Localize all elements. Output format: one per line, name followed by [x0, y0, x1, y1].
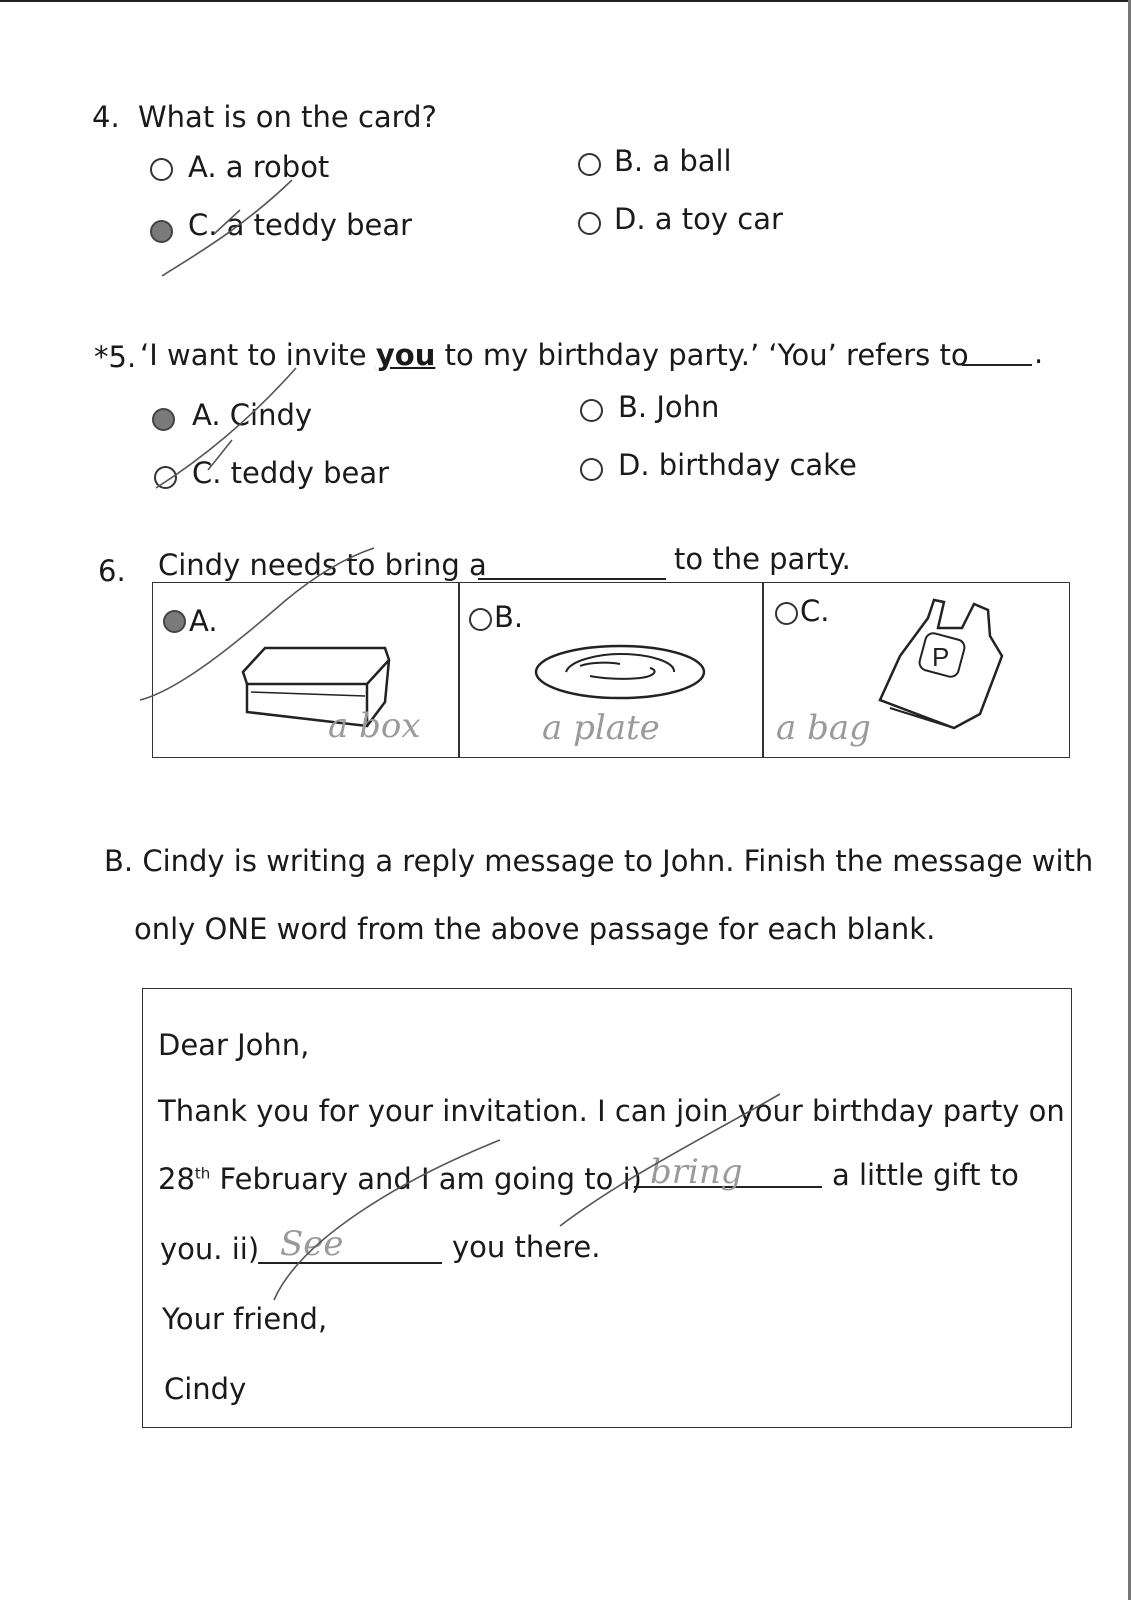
letter-line2-end: a little gift to [832, 1158, 1019, 1192]
letter-greeting: Dear John, [158, 1028, 310, 1062]
bag-letter: P [932, 642, 950, 672]
letter-line3-start: you. ii) [160, 1232, 260, 1266]
q5-option-b-label: B. John [618, 390, 720, 424]
q6-option-a-label: A. [189, 604, 218, 638]
q4-option-d-label: D. a toy car [614, 202, 783, 236]
letter-line1: Thank you for your invitation. I can join your birthday party on [158, 1094, 1065, 1128]
question-6-text-start: Cindy needs to bring a [158, 548, 487, 582]
q5-option-d-label: D. birthday cake [618, 448, 857, 482]
letter-answer-i: bring [650, 1152, 743, 1192]
letter-line2: 28th February and I am going to i) [158, 1162, 642, 1196]
q4-option-c-label: C. a teddy bear [188, 208, 413, 242]
q6-option-b-label: B. [494, 600, 524, 634]
q5-period: . [1034, 336, 1044, 370]
letter-signature: Cindy [164, 1372, 247, 1406]
letter-closing: Your friend, [162, 1302, 328, 1336]
question-4-number: 4. [92, 100, 120, 134]
section-b-instruction-line1: B. Cindy is writing a reply message to John. Finish the message with [104, 844, 1094, 878]
section-b-instruction-line2: only ONE word from the above passage for each blank. [134, 912, 936, 946]
question-5-number: *5. [94, 340, 137, 374]
q4-option-b-label: B. a ball [614, 144, 732, 178]
q6-b-handwritten-label: a plate [542, 708, 660, 748]
letter-answer-ii: See [280, 1224, 344, 1264]
letter-line3-end: you there. [452, 1230, 601, 1264]
question-6-text-end: to the party. [674, 542, 851, 576]
q4-option-a-label: A. a robot [188, 150, 330, 184]
question-5-text: ‘I want to invite you to my birthday party.’ ‘You’ refers to [140, 338, 969, 372]
q6-c-handwritten-label: a bag [776, 708, 871, 748]
q6-a-handwritten-label: a box [328, 706, 421, 746]
question-6-number: 6. [98, 554, 126, 588]
q5-option-a-label: A. Cindy [192, 398, 313, 432]
q6-option-c-label: C. [800, 594, 830, 628]
q5-option-c-label: C. teddy bear [192, 456, 390, 490]
question-4-text: What is on the card? [138, 100, 437, 134]
